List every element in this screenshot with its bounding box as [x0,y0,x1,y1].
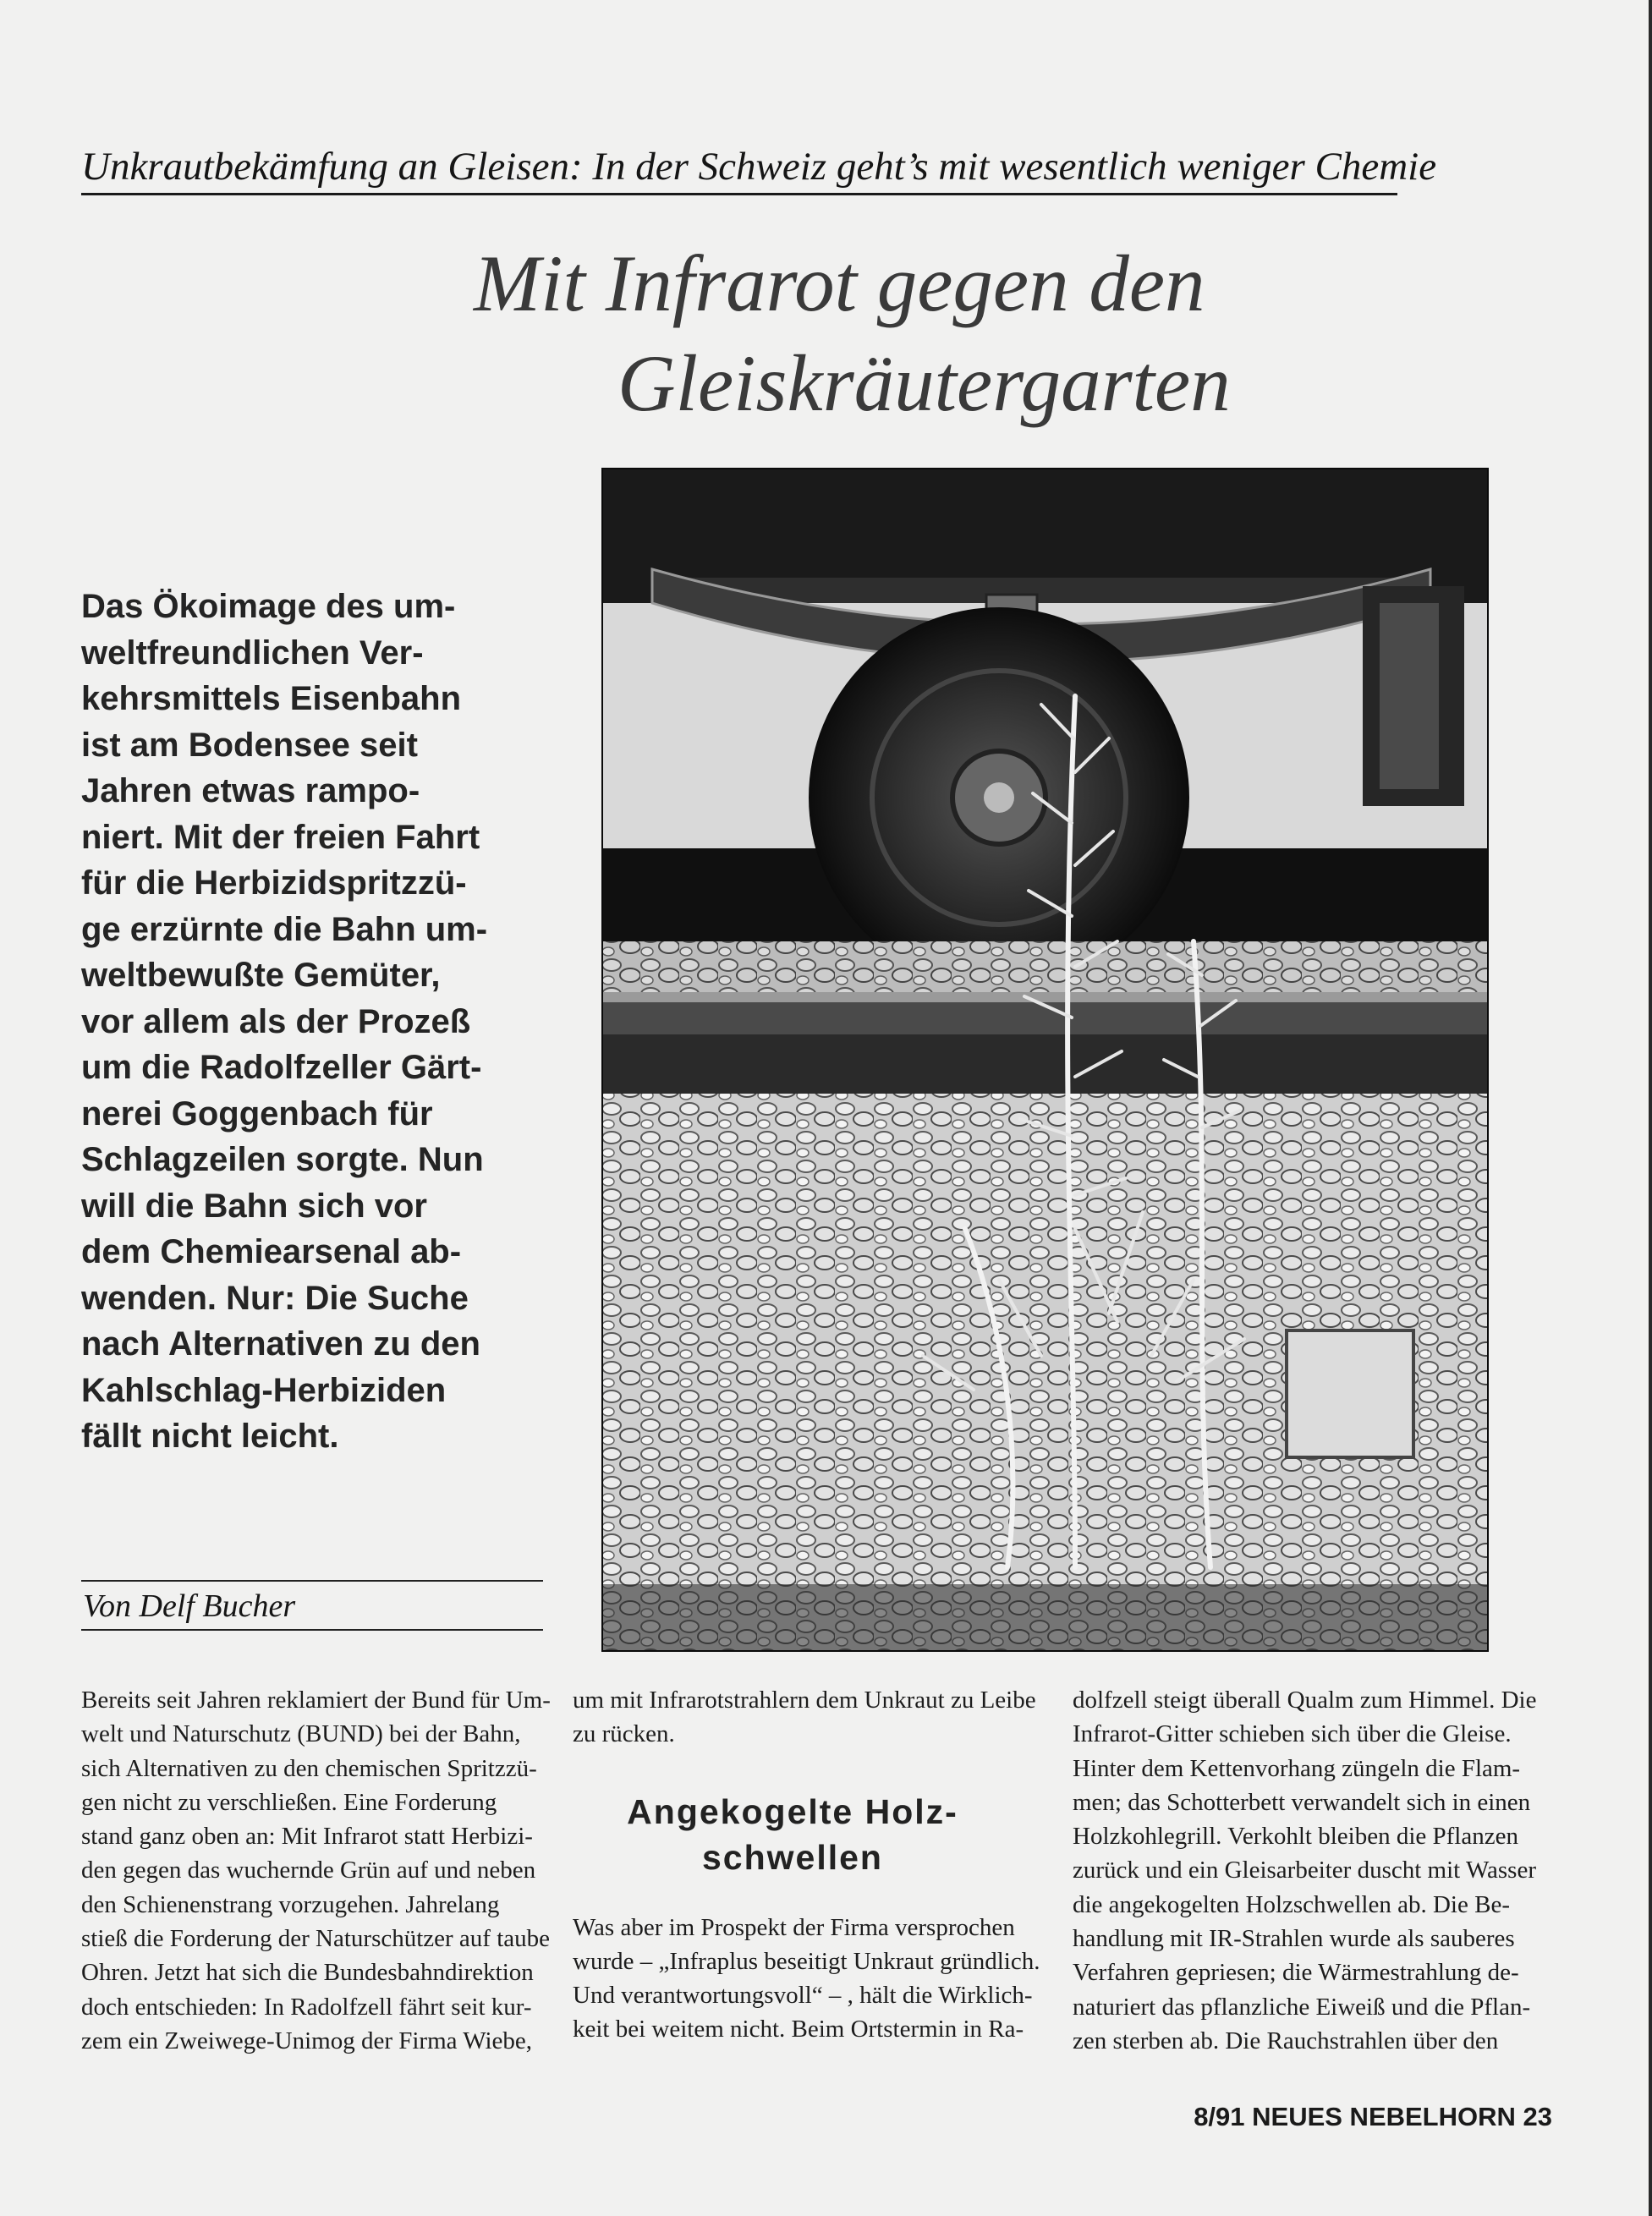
lead-line: Schlagzeilen sorgte. Nun [81,1141,484,1178]
body-column-1 [81,1683,555,2058]
lead-line: will die Bahn sich vor [81,1187,427,1225]
body-line: doch entschieden: In Radolfzell fährt seit kur- [81,1993,532,2021]
body-line: Holzkohlegrill. Verkohlt bleiben die Pflanzen [1073,1823,1518,1851]
lead-line: Jahren etwas rampo- [81,772,420,809]
body-line: sich Alternativen zu den chemischen Spritzzü- [81,1754,537,1782]
page-footer-folio: 8/91 NEUES NEBELHORN 23 [1194,2102,1552,2131]
body-line: Infrarot-Gitter schieben sich über die Gleise. [1073,1720,1512,1748]
body-line: men; das Schotterbett verwandelt sich in einen [1073,1788,1531,1816]
lead-line: dem Chemiearsenal ab- [81,1233,462,1270]
kicker-headline: Unkrautbekämfung an Gleisen: In der Schweiz geht’s mit wesentlich weniger Chemie [81,142,1397,195]
body-column-3 [1073,1683,1555,2058]
body-line: um mit Infrarotstrahlern dem Unkraut zu Leibe [573,1687,1036,1714]
train-wheel-weeds-photo-icon [601,468,1489,1652]
lead-line: für die Herbizidspritzzü- [81,864,467,902]
title-line-2: Gleiskräutergarten [617,338,1231,428]
body-line: den gegen das wuchernde Grün auf und neben [81,1857,536,1884]
body-line: welt und Naturschutz (BUND) bei der Bahn, [81,1720,521,1748]
scan-edge [1649,0,1652,2216]
body-line: zem ein Zweiwege-Unimog der Firma Wiebe, [81,2027,533,2054]
lead-paragraph [81,584,555,1460]
body-line: Was aber im Prospekt der Firma versprochen [573,1913,1015,1941]
lead-line: um die Radolfzeller Gärt- [81,1049,482,1086]
lead-line: fällt nicht leicht. [81,1418,339,1455]
body-column-2 [573,1683,1046,2047]
lead-line: ist am Bodensee seit [81,726,418,764]
lead-line: Kahlschlag-Herbiziden [81,1371,447,1409]
body-line: Ohren. Jetzt hat sich die Bundesbahndirektion [81,1959,534,1987]
lead-line: kehrsmittels Eisenbahn [81,680,462,717]
body-line: dolfzell steigt überall Qualm zum Himmel. Die [1073,1687,1537,1714]
body-line: naturiert das pflanzliche Eiweiß und die Pflan- [1073,1993,1531,2021]
body-line: zurück und ein Gleisarbeiter duscht mit Wasser [1073,1857,1536,1884]
body-line: stand ganz oben an: Mit Infrarot statt Herbizi- [81,1823,533,1851]
lead-line: vor allem als der Prozeß [81,1002,471,1040]
body-line: gen nicht zu verschließen. Eine Forderung [81,1788,497,1816]
subheading-line: Angekogelte Holz- [627,1791,958,1831]
lead-line: nerei Goggenbach für [81,1094,433,1133]
article-photo [601,468,1489,1652]
body-line: keit bei weitem nicht. Beim Ortstermin in Ra- [573,2016,1024,2043]
body-line: Hinter dem Kettenvorhang züngeln die Flam- [1073,1754,1521,1782]
lead-line: nach Alternativen zu den [81,1325,480,1363]
body-line: Bereits seit Jahren reklamiert der Bund für Um- [81,1687,551,1714]
body-line: die angekogelten Holzschwellen ab. Die Be- [1073,1890,1510,1918]
body-line: zu rücken. [573,1720,675,1748]
body-line: den Schienenstrang vorzugehen. Jahrelang [81,1890,500,1918]
lead-line: wenden. Nur: Die Suche [81,1279,469,1317]
body-line: handlung mit IR-Strahlen wurde als sauberes [1073,1925,1515,1953]
lead-line: ge erzürnte die Bahn um- [81,910,488,948]
body-line: zen sterben ab. Die Rauchstrahlen über den [1073,2027,1499,2054]
section-subheading [573,1789,1013,1880]
body-line: wurde – „Infraplus beseitigt Unkraut gründlich. [573,1947,1040,1975]
byline: Von Delf Bucher [81,1580,543,1631]
lead-line: Das Ökoimage des um- [81,588,456,625]
lead-line: weltfreundlichen Ver- [81,634,424,672]
body-line: stieß die Forderung der Naturschützer auf taube [81,1925,551,1953]
subheading-line: schwellen [702,1837,883,1877]
lead-line: niert. Mit der freien Fahrt [81,818,480,856]
page-title [474,233,1489,433]
lead-line: weltbewußte Gemüter, [81,957,441,994]
title-line-1: Mit Infrarot gegen den [474,239,1205,328]
body-line: Verfahren gepriesen; die Wärmestrahlung de- [1073,1959,1519,1987]
body-line: Und verantwortungsvoll“ – , hält die Wirklich- [573,1982,1033,2010]
